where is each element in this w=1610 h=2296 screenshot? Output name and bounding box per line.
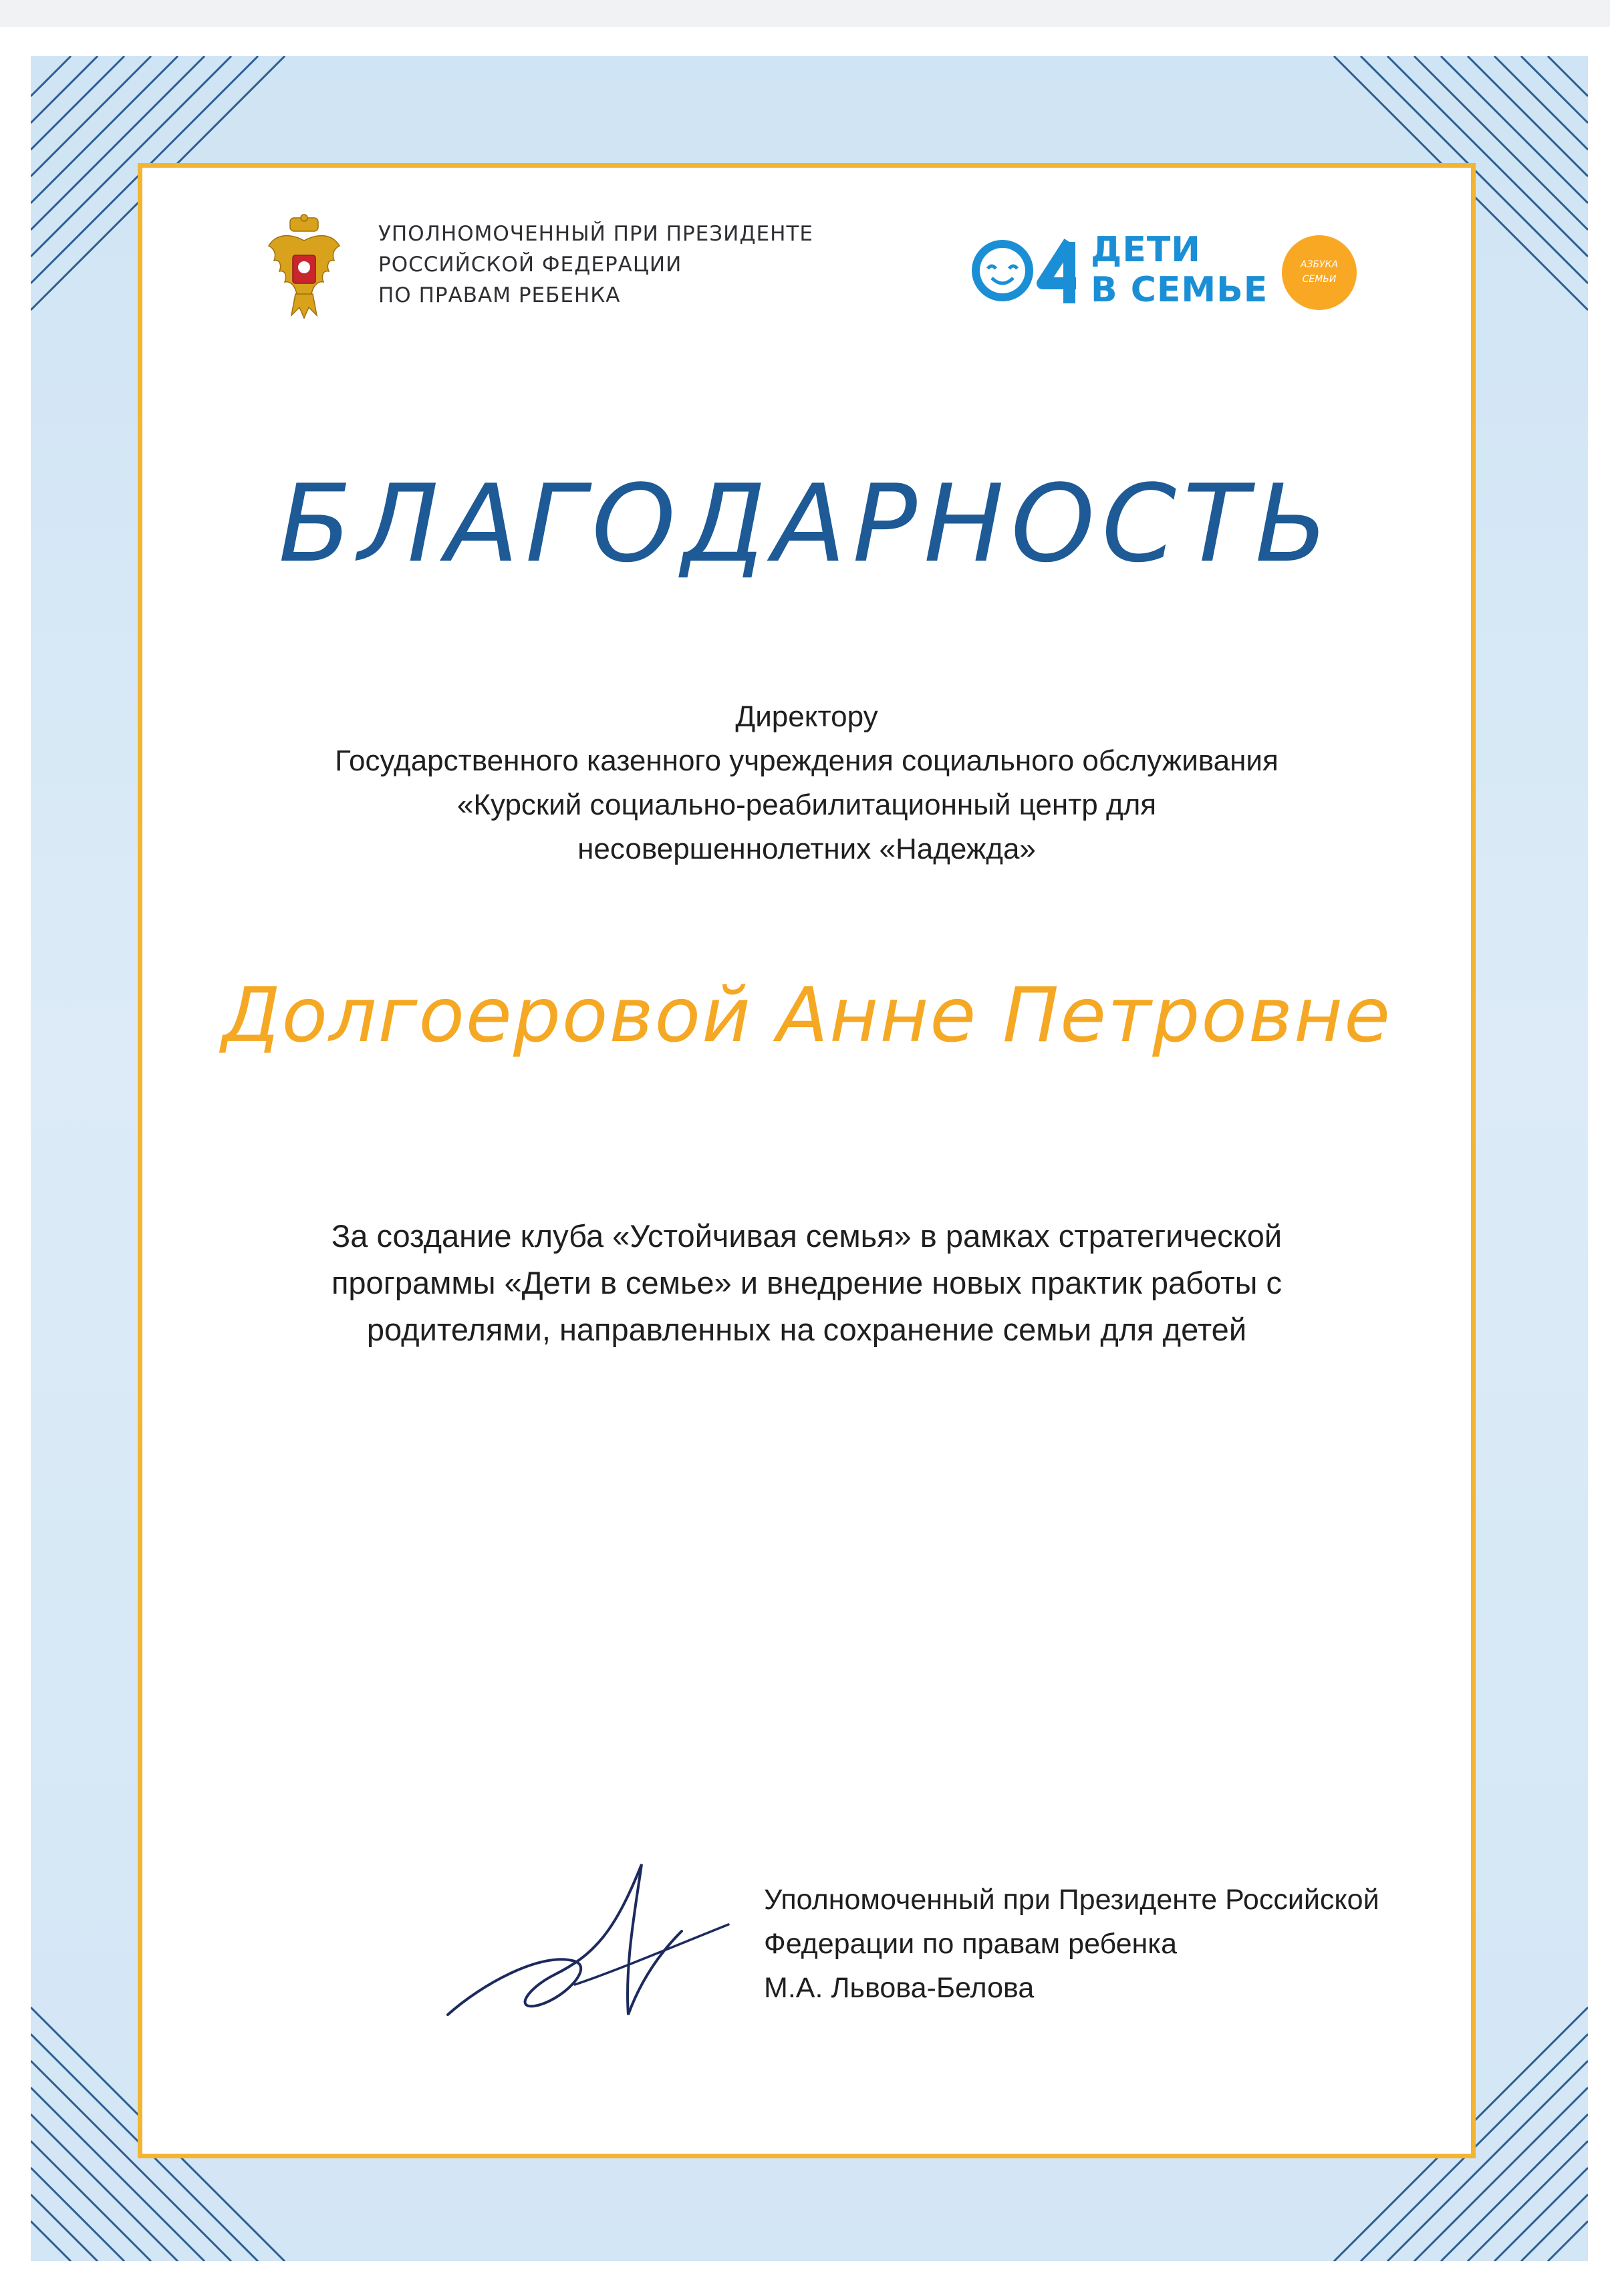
logo-line-2: В СЕМЬЕ — [1091, 270, 1268, 310]
addressee-block — [200, 695, 1413, 871]
addressee-line-4: несовершеннолетних «Надежда» — [577, 833, 1036, 865]
addressee-line-3: «Курский социально-реабилитационный центр для — [456, 788, 1157, 821]
reason-block — [200, 1213, 1413, 1353]
logo-line-1: ДЕТИ — [1091, 230, 1201, 270]
program-logo — [969, 221, 1370, 321]
issuer-line-1: УПОЛНОМОЧЕННЫЙ ПРИ ПРЕЗИДЕНТЕ — [378, 222, 813, 246]
reason-line-3: родителями, направленных на сохранение семьи для детей — [366, 1312, 1247, 1347]
child-face-logo-icon — [969, 234, 1089, 307]
issuer-line-3: ПО ПРАВАМ РЕБЕНКА — [378, 283, 621, 307]
issuer-line-2: РОССИЙСКОЙ ФЕДЕРАЦИИ — [378, 253, 682, 277]
addressee-line-1: Директору — [735, 700, 878, 733]
reason-line-1: За создание клуба «Устойчивая семья» в рамках стратегической — [331, 1218, 1283, 1254]
signatory-name: М.А. Львова-Белова — [764, 1972, 1035, 2004]
signatory-line-2: Федерации по правам ребенка — [764, 1928, 1177, 1960]
signatory-line-1: Уполномоченный при Президенте Российской — [764, 1884, 1379, 1916]
reason-line-2: программы «Дети в семье» и внедрение новых практик работы с — [331, 1265, 1283, 1300]
badge-line-2: СЕМЬИ — [1302, 274, 1337, 285]
azbuka-semyi-badge — [1282, 235, 1357, 310]
issuer-header — [265, 214, 866, 327]
badge-line-1: АЗБУКА — [1300, 259, 1339, 270]
certificate-title: БЛАГОДАРНОСТЬ — [278, 461, 1335, 586]
addressee-line-2: Государственного казенного учреждения социального обслуживания — [335, 744, 1279, 777]
handwritten-signature — [441, 1851, 735, 2025]
scan-edge — [0, 0, 1610, 27]
recipient-name: Долгоеровой Анне Петровне — [221, 972, 1392, 1059]
coat-of-arms-icon — [265, 214, 344, 319]
signatory-block — [764, 1878, 1459, 2010]
